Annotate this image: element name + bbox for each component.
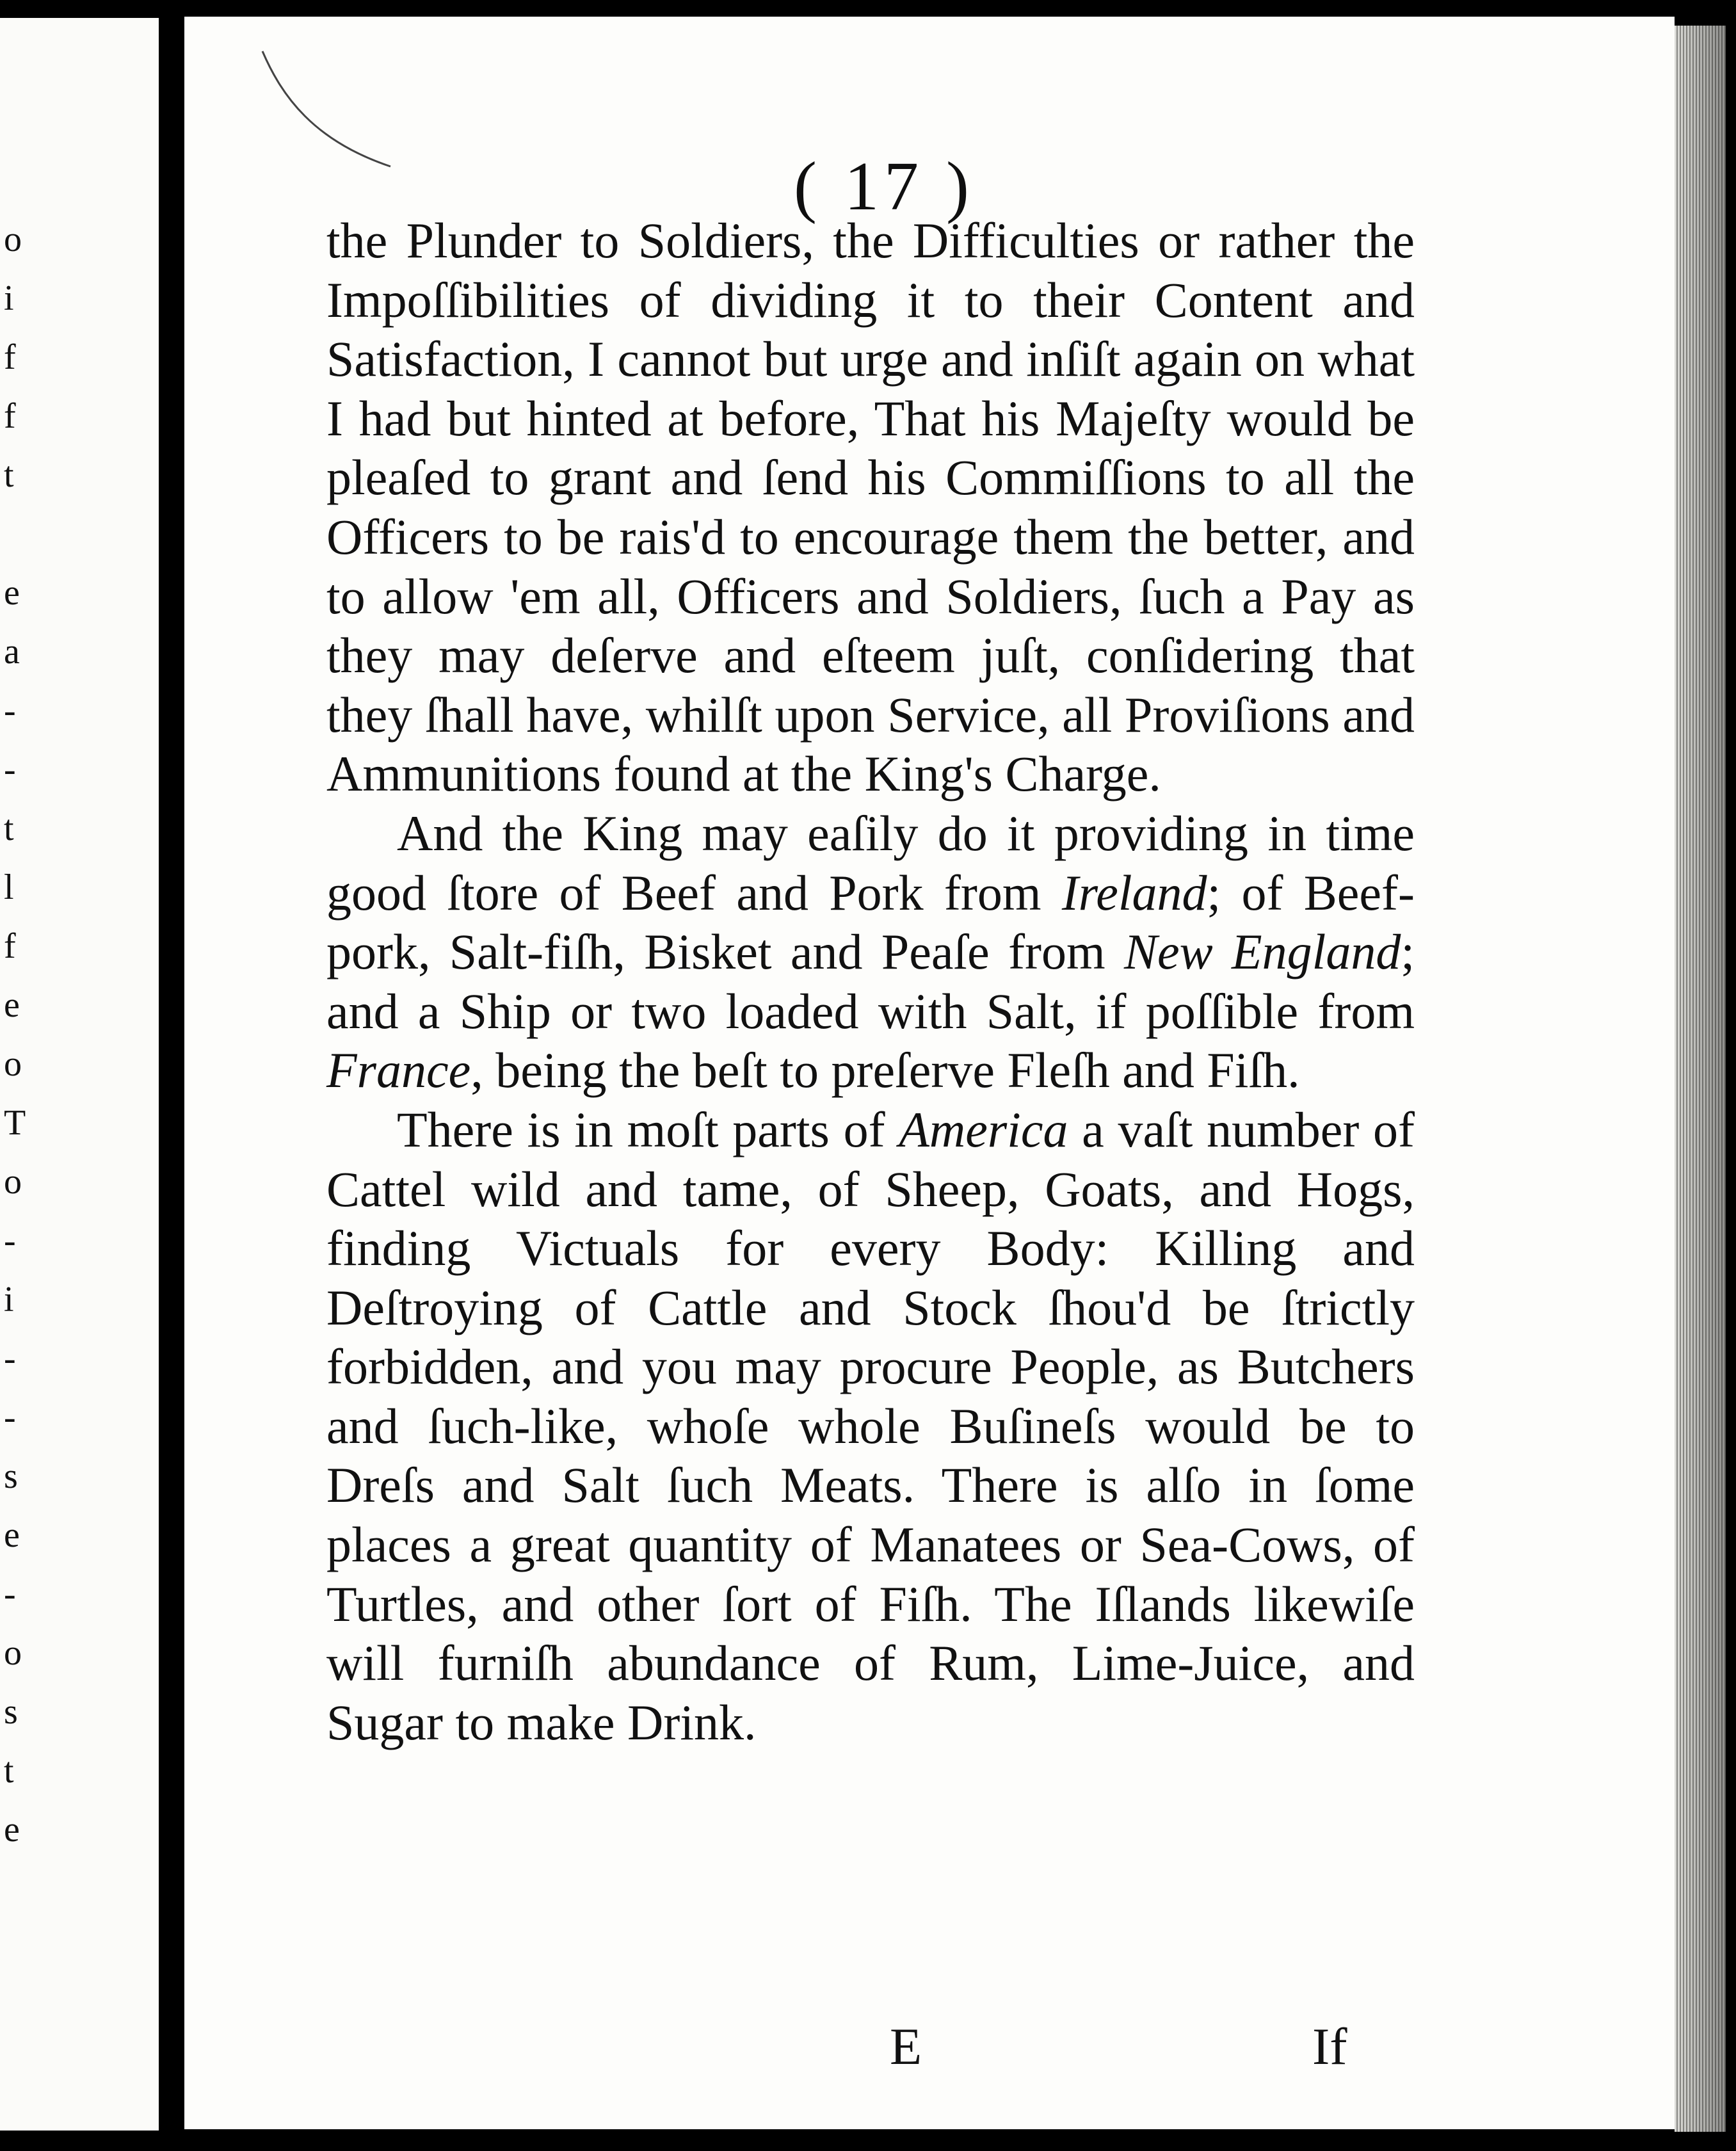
text-run: the Plunder to Soldiers, the Difficulties or rather the Impoſſibilities of dividing it to their Content and Satisfaction, I cannot but urge and inſiſt again on what I had but hinted at before, That his Majeſty would be pleaſed to grant and ſend his Commiſſions to all the Officers to be rais'd to encourage them the better, and to allow 'em all, Officers and Soldiers, ſuch a Pay as they may deſerve and eſteem juſt, conſidering that they ſhall have, whilſt upon Service, all Proviſions and Ammunitions found at the King's Charge. [326, 213, 1415, 802]
body-text [326, 211, 1415, 1752]
margin-glyph: e [4, 985, 20, 1025]
italic-text: Ireland [1061, 864, 1207, 921]
margin-glyph: T [4, 1103, 26, 1143]
margin-glyph: i [4, 1280, 14, 1319]
margin-glyph: - [4, 1398, 16, 1437]
ink-stroke-mark [243, 38, 410, 179]
margin-glyph: t [4, 1751, 14, 1791]
margin-glyph: - [4, 1221, 16, 1261]
text-run: And the King may eaſily do it providing in time good ſtore of Beef and Pork from [326, 805, 1415, 921]
catchword: If [1312, 2017, 1347, 2075]
margin-glyph: a [4, 632, 20, 672]
italic-text: New England [1124, 924, 1401, 980]
text-run: There is in moſt parts of [397, 1101, 899, 1157]
margin-glyph: f [4, 396, 16, 436]
facing-page-margin-text [4, 210, 27, 1859]
paragraph [326, 804, 1415, 1100]
margin-glyph: t [4, 455, 14, 495]
margin-glyph [4, 504, 27, 563]
margin-glyph: o [4, 1162, 22, 1202]
italic-text: France [326, 1042, 471, 1099]
text-run: a vaſt number of Cattel wild and tame, of Sheep, Goats, and Hogs, finding Victuals for every Body: Killing and Deſtroying of Cattle and Stock ſhou'd be ſtrictly forbidden, and you may procure People, as Butchers and ſuch-like, whoſe whole Buſineſs would be to Dreſs and Salt ſuch Meats. There is alſo in ſome places a great quantity of Manatees or Sea-Cows, of Turtles, and other ſort of Fiſh. The Iſlands likewiſe will furniſh abundance of Rum, Lime-Juice, and Sugar to make Drink. [326, 1101, 1415, 1750]
margin-glyph: s [4, 1456, 18, 1496]
margin-glyph: e [4, 573, 20, 613]
facing-page-edge [0, 18, 159, 2131]
text-run: ; of Beef-pork, Salt-fiſh, Bisket and Peaſe from [326, 864, 1415, 980]
margin-glyph: - [4, 691, 16, 730]
italic-text: America [899, 1101, 1068, 1157]
margin-glyph: - [4, 1339, 16, 1378]
page-number: ( 17 ) [794, 149, 974, 225]
margin-glyph: o [4, 220, 22, 259]
paragraph [326, 211, 1415, 804]
text-run: ; and a Ship or two loaded with Salt, if poſſible from [326, 924, 1415, 1039]
margin-glyph: f [4, 926, 16, 966]
paragraph [326, 1100, 1415, 1753]
margin-glyph: o [4, 1633, 22, 1673]
margin-glyph: l [4, 867, 14, 907]
margin-glyph: t [4, 809, 14, 848]
margin-glyph: e [4, 1515, 20, 1555]
margin-glyph: i [4, 278, 14, 318]
margin-glyph: - [4, 1574, 16, 1614]
signature-mark: E [890, 2017, 922, 2075]
page-edges-shadow [1675, 26, 1726, 2132]
margin-glyph: - [4, 750, 16, 789]
margin-glyph: e [4, 1810, 20, 1849]
text-run: , being the beſt to preſerve Fleſh and Fiſh. [470, 1042, 1300, 1099]
margin-glyph: o [4, 1044, 22, 1084]
margin-glyph: f [4, 337, 16, 377]
margin-glyph: s [4, 1692, 18, 1732]
